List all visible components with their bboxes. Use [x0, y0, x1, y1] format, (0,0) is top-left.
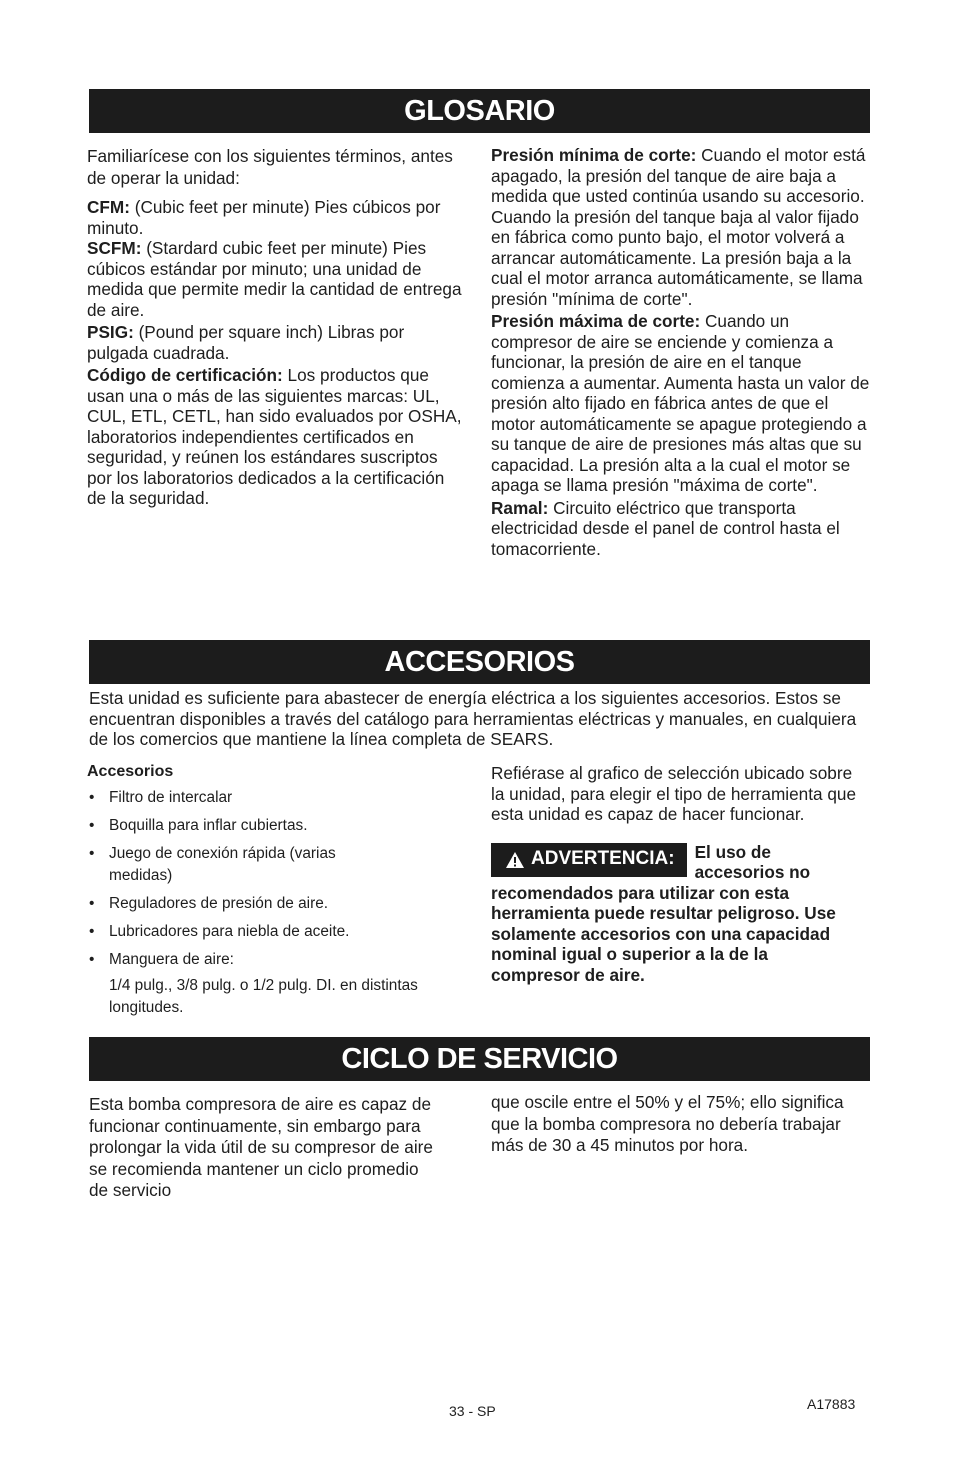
ciclo-left-column [89, 1094, 439, 1202]
glosario-title: GLOSARIO [404, 94, 555, 127]
ciclo-right-column [491, 1092, 851, 1157]
glossary-entry-presion-maxima: Presión máxima de corte: Cuando un compresor de aire se enciende y comienza a funcionar, la presión de aire en el tanque comienza a aumentar. Aumenta hasta un valor de presión alto fijado en fábrica antes de que el motor automáticamente se apague protegiendo a su tanque de aire de presiones más altas que su capacidad. La presión alta a la cual el motor se apaga se llama presión "máxima de corte". [491, 311, 870, 495]
page-number: 33 - SP [449, 1403, 496, 1419]
glossary-entry-ramal: Ramal: Circuito eléctrico que transporta electricidad desde el panel de control hasta el tomacorriente. [491, 497, 840, 559]
list-item: • Boquilla para inflar cubiertas. [89, 816, 308, 834]
glossary-entry-psig: PSIG: (Pound per square inch) Libras por pulgada cuadrada. [87, 322, 405, 363]
warning-label: ADVERTENCIA: [491, 843, 687, 877]
accesorios-banner [89, 640, 870, 684]
accesorios-title: ACCESORIOS [384, 645, 575, 678]
accesorios-intro: Esta unidad es suficiente para abastecer de energía eléctrica a los siguientes accesorios. Estos se encuentran disponibles a través del catálogo para herramientas eléctricas y manuales, en cualquiera de los comercios que mantiene la línea completa de SEARS. [89, 688, 857, 749]
list-item: • Juego de conexión rápida (varias medidas) [89, 844, 336, 884]
warning-triangle-icon [505, 851, 525, 869]
glossary-entry-scfm: SCFM: (Stardard cubic feet per minute) Pies cúbicos estándar por minuto; una unidad de medida que permite medir la cantidad de entrega de aire. [87, 238, 462, 320]
glossary-entry-presion-minima: Presión mínima de corte: Cuando el motor está apagado, la presión del tanque de aire baja a medida que usted continúa usando su accesorio. Cuando la presión del tanque baja al valor fijado en fábrica como punto bajo, el motor volverá a arrancar automáticamente. La presión baja a la cual el motor arranca automáticamente, se llama presión "mínima de corte". [491, 145, 866, 309]
accesorios-list-column [87, 762, 467, 1019]
glossary-entry-cfm: CFM: (Cubic feet per minute) Pies cúbicos por minuto. [87, 197, 441, 238]
document-code: A17883 [807, 1396, 856, 1412]
accesorios-selection-text: Refiérase al grafico de selección ubicado sobre la unidad, para elegir el tipo de herramienta que esta unidad es capaz de hacer funcionar. [491, 763, 856, 824]
ciclo-right-text: que oscile entre el 50% y el 75%; ello significa que la bomba compresora no debería trabajar más de 30 a 45 minutos por hora. [491, 1092, 844, 1155]
glossary-entry-certificacion: Código de certificación: Los productos que usan una o más de las siguientes marcas: UL, CUL, ETL, CETL, han sido evaluados por OSHA, laboratorios independientes certificados en seguridad, y reúnen los estándares suscriptos por los laboratorios dedicados a la certificación de la seguridad. [87, 365, 462, 508]
list-item: • Filtro de intercalar [89, 788, 233, 806]
glosario-banner [89, 89, 870, 133]
list-item: • Reguladores de presión de aire. [89, 894, 329, 912]
ciclo-title: CICLO DE SERVICIO [341, 1042, 618, 1075]
glosario-right-column [491, 145, 871, 559]
list-item: • Manguera de aire: [89, 950, 234, 968]
ciclo-banner [89, 1037, 870, 1081]
hose-sizes-note: 1/4 pulg., 3/8 pulg. o 1/2 pulg. DI. en distintas longitudes. [109, 976, 418, 1016]
warning-block [491, 842, 861, 986]
accesorios-list-heading: Accesorios [87, 763, 174, 780]
list-item: • Lubricadores para niebla de aceite. [89, 922, 350, 940]
accesorios-intro-block [89, 688, 870, 750]
glosario-intro: Familiarícese con los siguientes términos, antes de operar la unidad: [87, 146, 453, 188]
glosario-left-column [87, 145, 463, 509]
ciclo-left-text: Esta bomba compresora de aire es capaz de funcionar continuamente, sin embargo para prolongar la vida útil de su compresor de aire se recomienda mantener un ciclo promedio de servicio [89, 1094, 433, 1200]
accesorios-right-column [491, 763, 861, 985]
accesorios-list [87, 787, 467, 971]
warning-text: El uso de accesorios no recomendados para utilizar con esta herramienta puede resultar peligroso. Use solamente accesorios con una capacidad nominal igual o superior a la de la compresor de aire. [491, 841, 836, 985]
